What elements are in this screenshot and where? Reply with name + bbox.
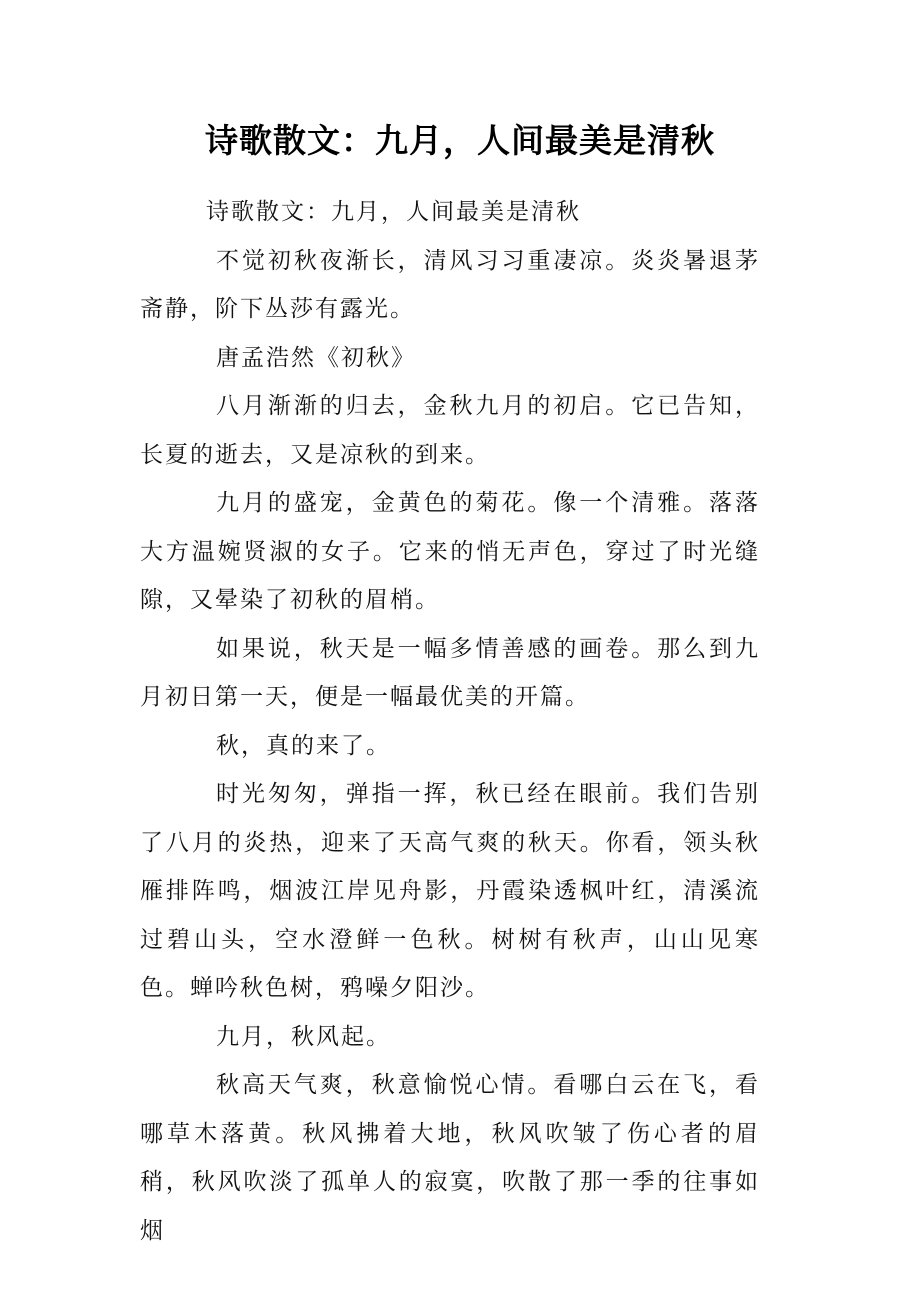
paragraph: 秋高天气爽，秋意愉悦心情。看哪白云在飞，看哪草木落黄。秋风拂着大地，秋风吹皱了伤心者的眉稍，秋风吹淡了孤单人的寂寞，吹散了那一季的往事如烟 <box>140 1072 760 1244</box>
paragraph: 九月，秋风起。 <box>216 1023 391 1050</box>
paragraph: 时光匆匆，弹指一挥，秋已经在眼前。我们告别了八月的炎热，迎来了天高气爽的秋天。你看，领头秋雁排阵鸣，烟波江岸见舟影，丹霞染透枫叶红，清溪流过碧山头，空水澄鲜一色秋。树树有秋声，山山见寒色。蝉吟秋色树，鸦噪夕阳沙。 <box>140 781 760 1001</box>
document-title: 诗歌散文：九月，人间最美是清秋 <box>205 121 715 160</box>
paragraph: 八月渐渐的归去，金秋九月的初启。它已告知，长夏的逝去，又是凉秋的到来。 <box>140 393 760 468</box>
document-subtitle: 诗歌散文：九月，人间最美是清秋 <box>206 199 581 225</box>
paragraph: 唐孟浩然《初秋》 <box>216 344 416 371</box>
paragraph: 秋，真的来了。 <box>216 732 391 759</box>
paragraph: 不觉初秋夜渐长，清风习习重凄凉。炎炎暑退茅斋静，阶下丛莎有露光。 <box>140 247 760 322</box>
paragraph: 如果说，秋天是一幅多情善感的画卷。那么到九月初日第一天，便是一幅最优美的开篇。 <box>140 635 760 710</box>
paragraph: 九月的盛宠，金黄色的菊花。像一个清雅。落落大方温婉贤淑的女子。它来的悄无声色，穿过了时光缝隙，又晕染了初秋的眉梢。 <box>140 490 760 613</box>
document-body <box>140 188 760 1255</box>
